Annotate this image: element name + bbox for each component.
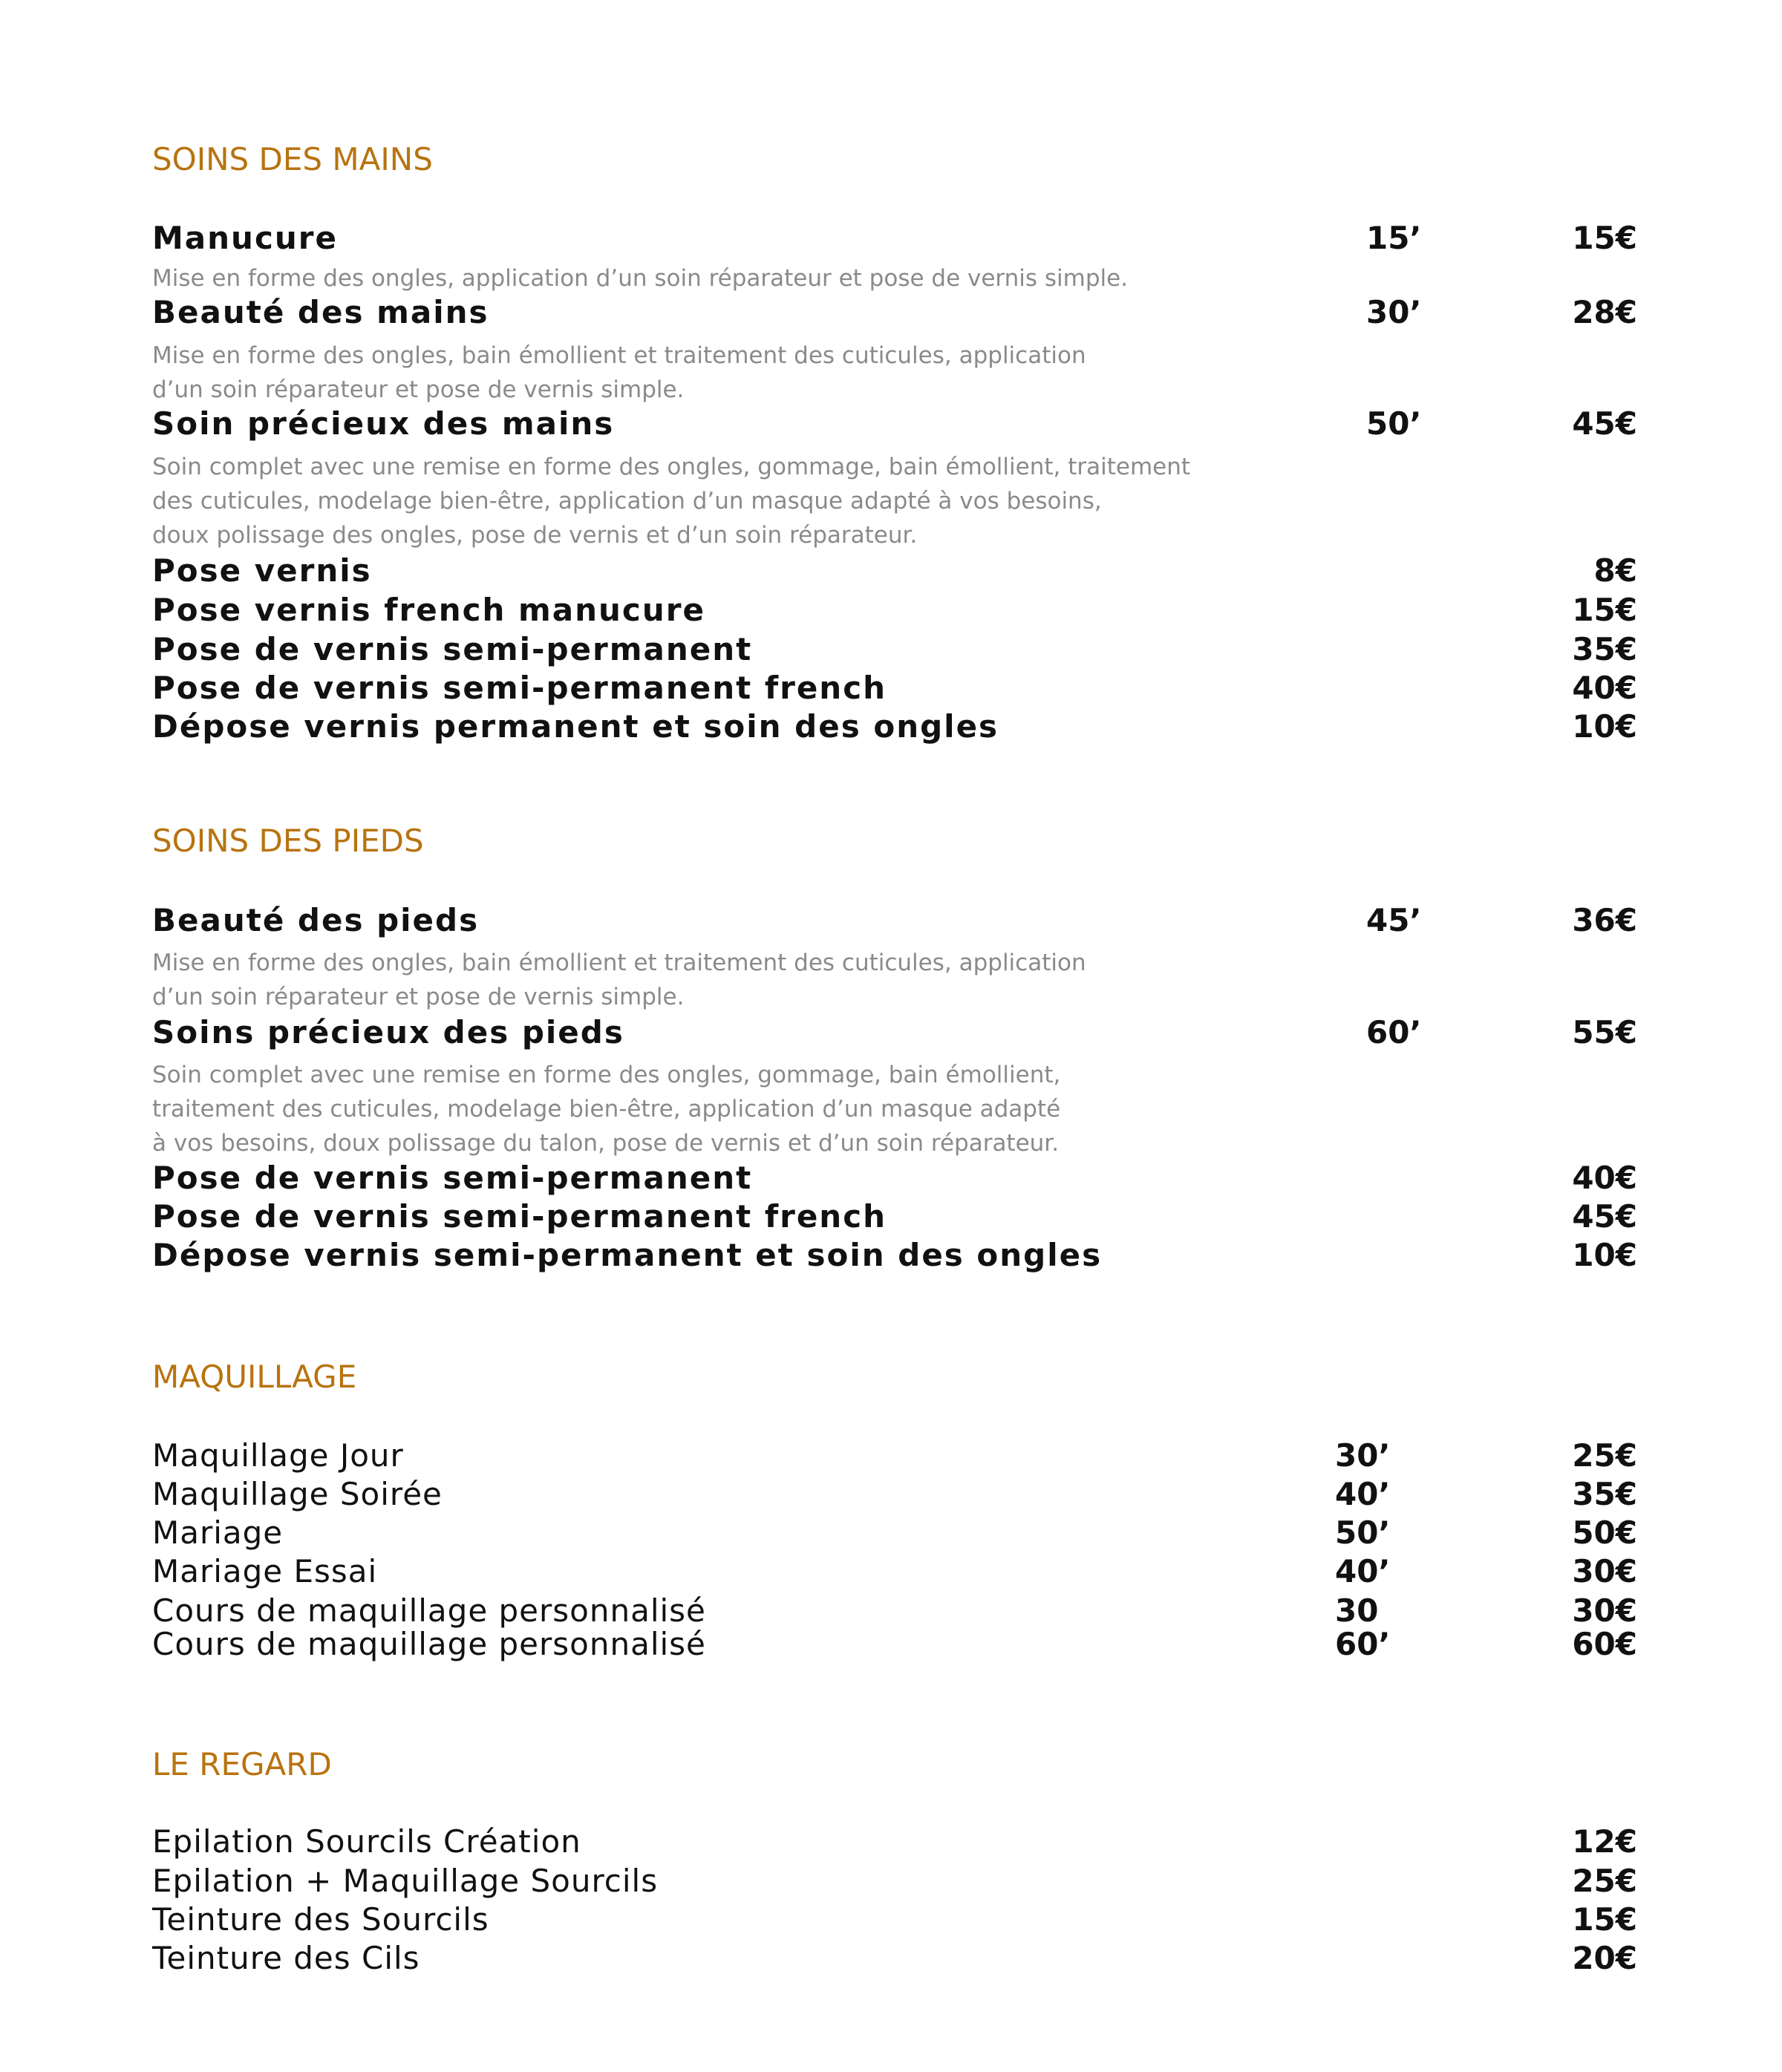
list-item bbox=[152, 1436, 1637, 1476]
description-line: à vos besoins, doux polissage du talon, pose de vernis et d’un soin réparateur. bbox=[152, 1130, 1060, 1157]
item-duration: 60’ bbox=[1366, 1014, 1422, 1050]
item-duration: 30’ bbox=[1366, 294, 1422, 330]
item-name: Dépose vernis permanent et soin des ongles bbox=[152, 708, 999, 745]
section-title-regard: LE REGARD bbox=[152, 1746, 332, 1782]
item-duration: 60’ bbox=[1335, 1626, 1391, 1662]
item-price: 25€ bbox=[1572, 1437, 1637, 1474]
item-name: Maquillage Soirée bbox=[152, 1476, 443, 1512]
item-name: Cours de maquillage personnalisé bbox=[152, 1592, 706, 1629]
list-item bbox=[152, 551, 1637, 591]
list-item bbox=[152, 1822, 1637, 1862]
item-price: 35€ bbox=[1572, 1476, 1637, 1512]
item-price: 15€ bbox=[1572, 1901, 1637, 1938]
item-duration: 40’ bbox=[1335, 1553, 1391, 1589]
item-price: 25€ bbox=[1572, 1863, 1637, 1899]
list-item bbox=[152, 1861, 1637, 1901]
item-name: Mariage bbox=[152, 1514, 284, 1551]
item-description bbox=[152, 450, 1229, 552]
list-item bbox=[152, 1513, 1637, 1553]
item-price: 10€ bbox=[1572, 708, 1637, 745]
list-item bbox=[152, 590, 1637, 630]
item-name: Epilation Sourcils Création bbox=[152, 1823, 581, 1860]
item-name: Soin précieux des mains bbox=[152, 405, 615, 442]
section-title-pieds: SOINS DES PIEDS bbox=[152, 823, 424, 859]
description-line: Soin complet avec une remise en forme des ongles, gommage, bain émollient, traitement bbox=[152, 454, 1191, 480]
list-item bbox=[152, 218, 1637, 258]
item-duration: 45’ bbox=[1366, 902, 1422, 938]
item-name: Teinture des Sourcils bbox=[152, 1901, 489, 1938]
list-item bbox=[152, 1552, 1637, 1592]
list-item bbox=[152, 1197, 1637, 1237]
description-line: Mise en forme des ongles, bain émollient et traitement des cuticules, application bbox=[152, 342, 1086, 369]
item-price: 45€ bbox=[1572, 405, 1637, 442]
item-description bbox=[152, 339, 1229, 407]
item-name: Soins précieux des pieds bbox=[152, 1014, 624, 1050]
description-line: d’un soin réparateur et pose de vernis simple. bbox=[152, 984, 685, 1010]
item-price: 60€ bbox=[1572, 1626, 1637, 1662]
item-price: 10€ bbox=[1572, 1237, 1637, 1273]
list-item bbox=[152, 668, 1637, 708]
list-item bbox=[152, 1474, 1637, 1514]
item-price: 55€ bbox=[1572, 1014, 1637, 1050]
item-name: Manucure bbox=[152, 220, 338, 256]
item-price: 20€ bbox=[1572, 1940, 1637, 1976]
section-title-maquillage: MAQUILLAGE bbox=[152, 1359, 357, 1395]
list-item bbox=[152, 1900, 1637, 1940]
list-item bbox=[152, 1013, 1637, 1053]
item-price: 40€ bbox=[1572, 670, 1637, 706]
item-duration: 50’ bbox=[1366, 405, 1422, 442]
list-item bbox=[152, 1235, 1637, 1275]
section-title-mains: SOINS DES MAINS bbox=[152, 141, 433, 177]
list-item bbox=[152, 630, 1637, 670]
item-description bbox=[152, 1058, 1229, 1160]
description-line: des cuticules, modelage bien-être, application d’un masque adapté à vos besoins, bbox=[152, 488, 1102, 514]
item-price: 28€ bbox=[1572, 294, 1637, 330]
list-item bbox=[152, 1158, 1637, 1198]
item-price: 12€ bbox=[1572, 1823, 1637, 1860]
item-name: Beauté des mains bbox=[152, 294, 489, 330]
item-name: Pose de vernis semi-permanent french bbox=[152, 1198, 887, 1235]
list-item bbox=[152, 901, 1637, 941]
item-name: Cours de maquillage personnalisé bbox=[152, 1626, 706, 1662]
item-name: Maquillage Jour bbox=[152, 1437, 404, 1474]
item-price: 8€ bbox=[1593, 552, 1637, 589]
item-name: Pose vernis bbox=[152, 552, 372, 589]
item-price: 15€ bbox=[1572, 592, 1637, 628]
item-duration: 50’ bbox=[1335, 1514, 1391, 1551]
item-price: 50€ bbox=[1572, 1514, 1637, 1551]
list-item bbox=[152, 293, 1637, 333]
item-name: Teinture des Cils bbox=[152, 1940, 420, 1976]
item-price: 30€ bbox=[1572, 1553, 1637, 1589]
list-item bbox=[152, 404, 1637, 444]
item-description bbox=[152, 261, 1229, 295]
item-price: 45€ bbox=[1572, 1198, 1637, 1235]
item-duration: 30’ bbox=[1335, 1437, 1391, 1474]
item-description bbox=[152, 946, 1229, 1014]
item-name: Pose vernis french manucure bbox=[152, 592, 705, 628]
list-item bbox=[152, 1938, 1637, 1978]
list-item bbox=[152, 707, 1637, 747]
description-line: Mise en forme des ongles, application d’un soin réparateur et pose de vernis simple. bbox=[152, 265, 1129, 292]
item-name: Beauté des pieds bbox=[152, 902, 480, 938]
item-price: 30€ bbox=[1572, 1592, 1637, 1629]
list-item bbox=[152, 1624, 1637, 1664]
item-name: Mariage Essai bbox=[152, 1553, 378, 1589]
item-name: Dépose vernis semi-permanent et soin des ongles bbox=[152, 1237, 1103, 1273]
item-name: Pose de vernis semi-permanent bbox=[152, 631, 753, 667]
description-line: doux polissage des ongles, pose de vernis et d’un soin réparateur. bbox=[152, 522, 918, 549]
description-line: Mise en forme des ongles, bain émollient et traitement des cuticules, application bbox=[152, 950, 1086, 976]
description-line: d’un soin réparateur et pose de vernis simple. bbox=[152, 376, 685, 403]
item-duration: 40’ bbox=[1335, 1476, 1391, 1512]
item-price: 35€ bbox=[1572, 631, 1637, 667]
item-price: 15€ bbox=[1572, 220, 1637, 256]
item-price: 40€ bbox=[1572, 1160, 1637, 1196]
description-line: traitement des cuticules, modelage bien-être, application d’un masque adapté bbox=[152, 1096, 1061, 1122]
item-name: Pose de vernis semi-permanent bbox=[152, 1160, 753, 1196]
description-line: Soin complet avec une remise en forme des ongles, gommage, bain émollient, bbox=[152, 1062, 1061, 1088]
item-name: Epilation + Maquillage Sourcils bbox=[152, 1863, 659, 1899]
item-price: 36€ bbox=[1572, 902, 1637, 938]
item-name: Pose de vernis semi-permanent french bbox=[152, 670, 887, 706]
item-duration: 30 bbox=[1335, 1592, 1379, 1629]
item-duration: 15’ bbox=[1366, 220, 1422, 256]
